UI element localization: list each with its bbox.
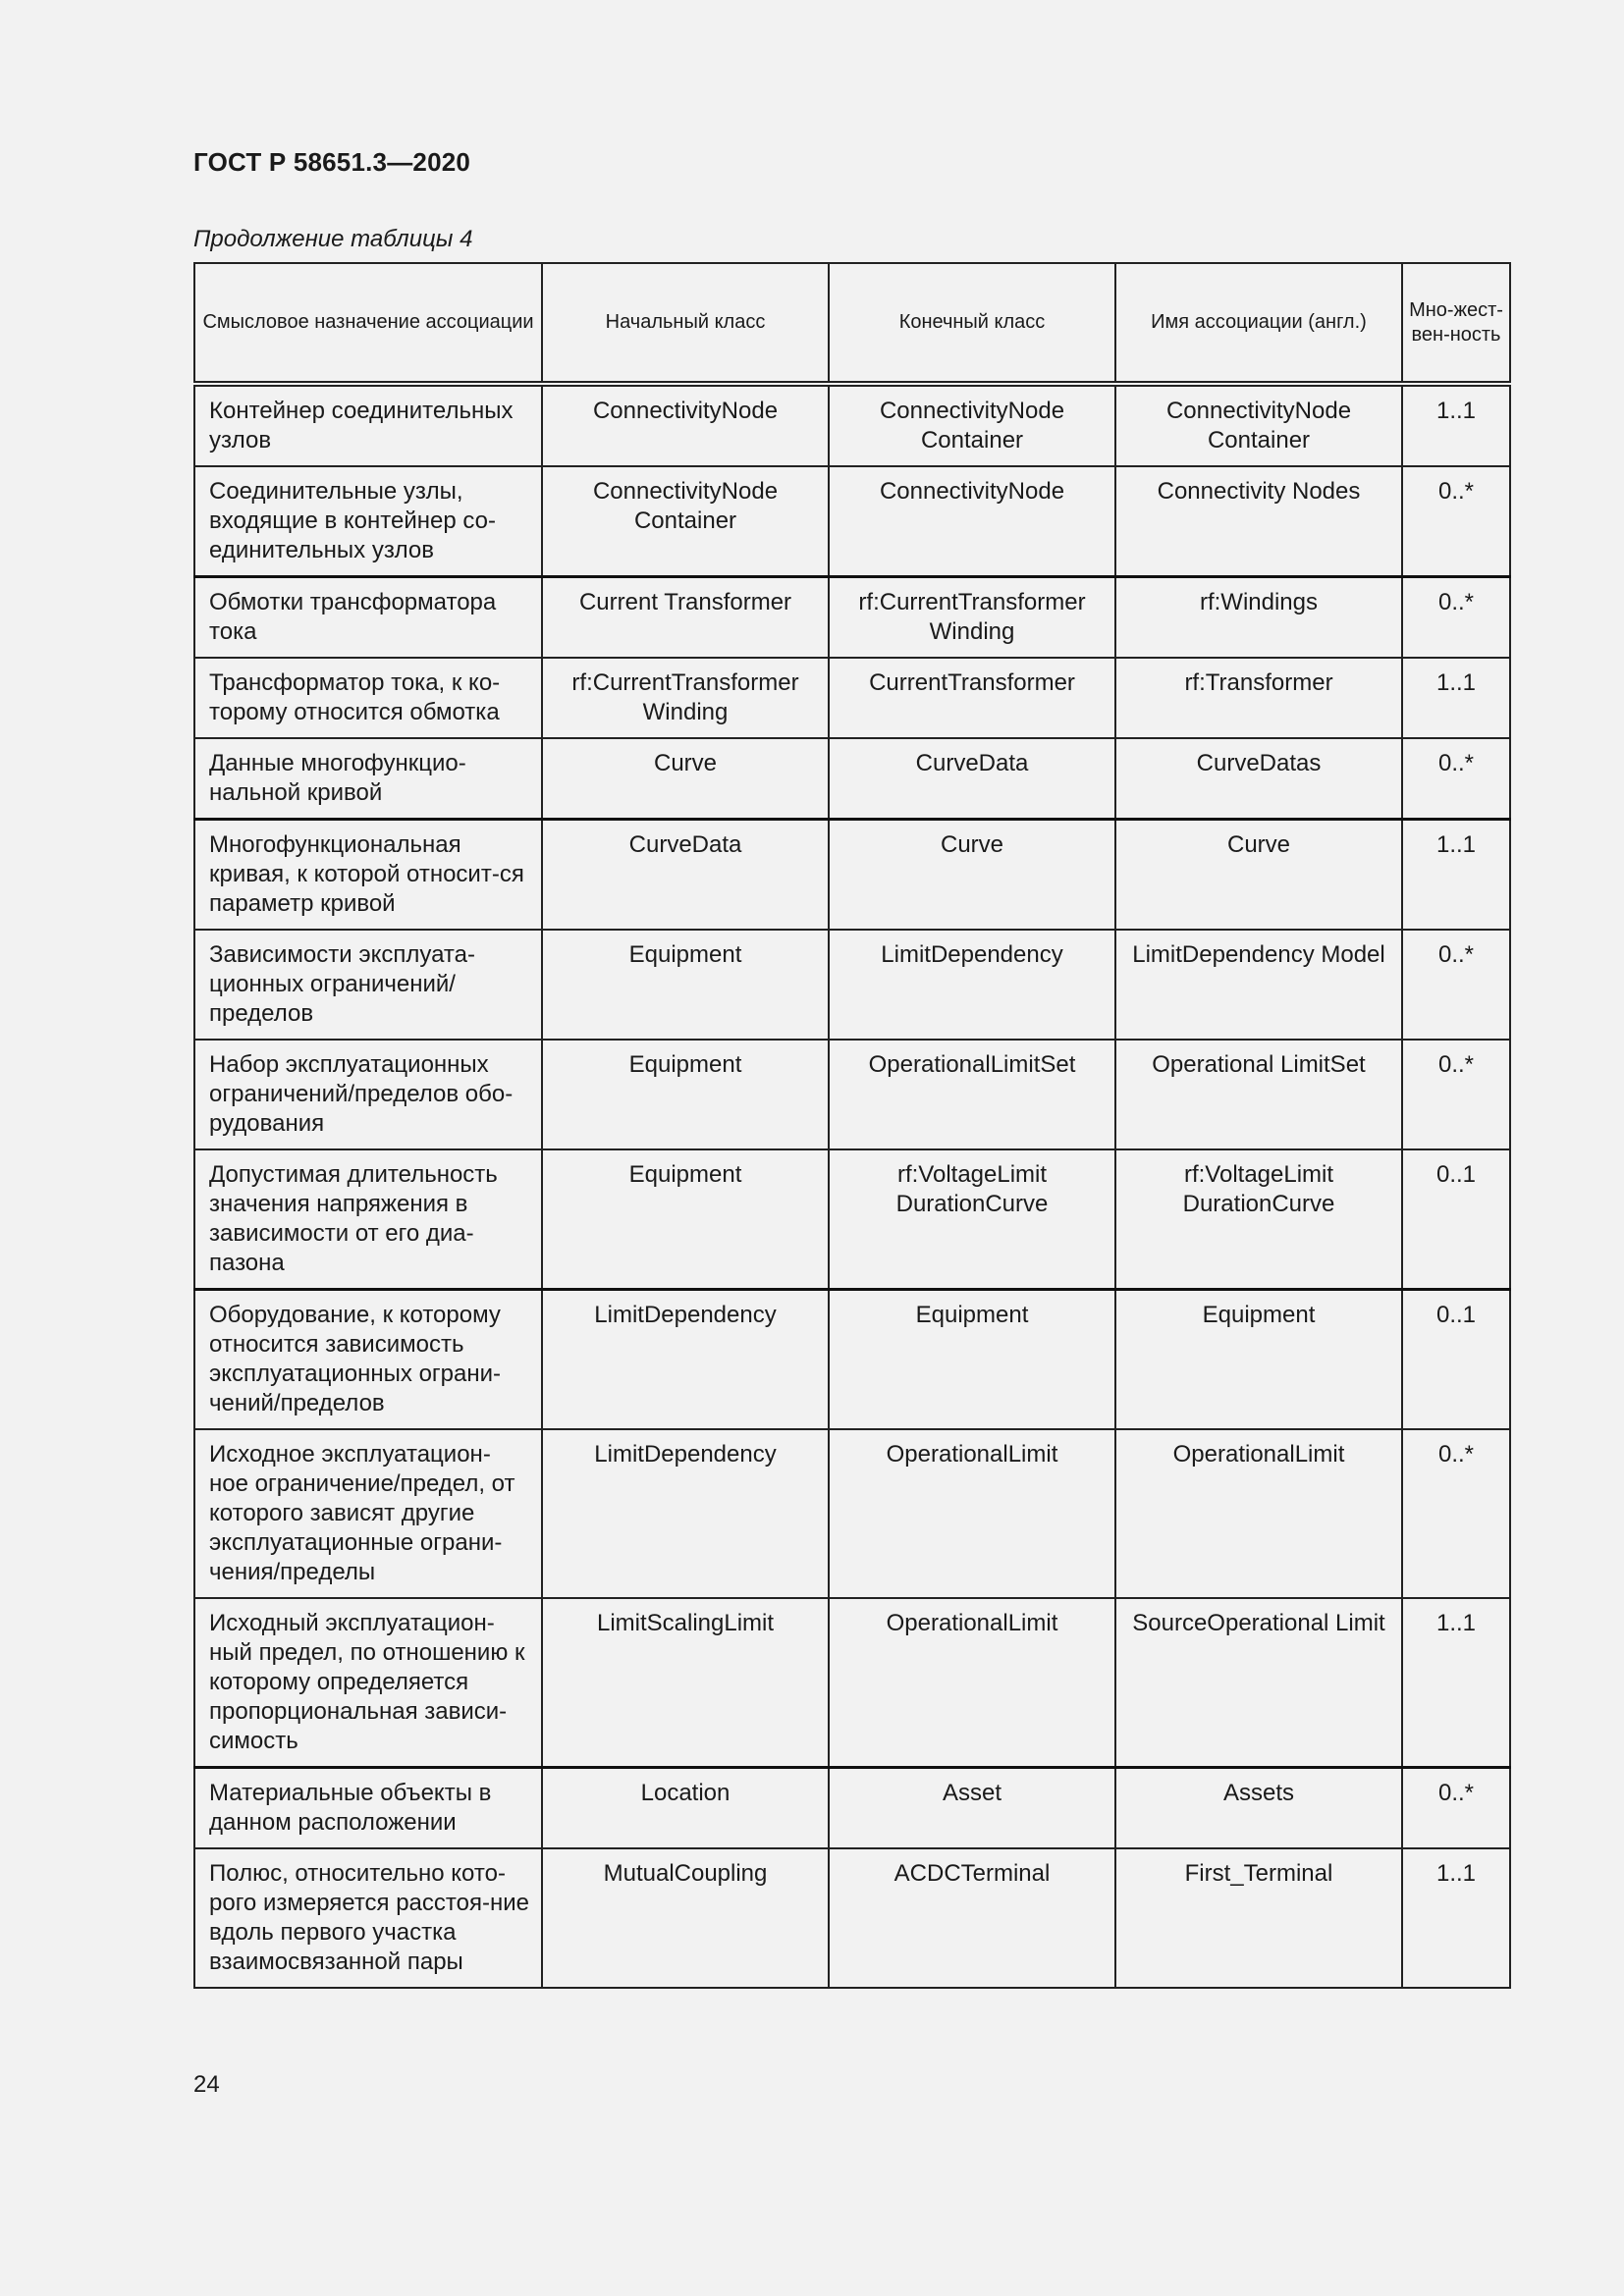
table-body bbox=[194, 384, 1510, 1988]
cell-start-class: Equipment bbox=[542, 1040, 829, 1149]
cell-association-name: CurveDatas bbox=[1115, 738, 1402, 820]
cell-end-class: CurveData bbox=[829, 738, 1115, 820]
cell-end-class: Equipment bbox=[829, 1290, 1115, 1430]
cell-end-class: rf:VoltageLimit DurationCurve bbox=[829, 1149, 1115, 1290]
cell-purpose: Исходный эксплуатацион-ный предел, по отношению к которому определяется пропорциональная зависи-симость bbox=[194, 1598, 542, 1768]
column-header-association-name: Имя ассоциации (англ.) bbox=[1115, 263, 1402, 384]
association-table bbox=[193, 262, 1511, 1989]
cell-start-class: ConnectivityNode bbox=[542, 384, 829, 466]
cell-end-class: CurrentTransformer bbox=[829, 658, 1115, 738]
cell-multiplicity: 1..1 bbox=[1402, 1598, 1510, 1768]
table-row bbox=[194, 466, 1510, 577]
cell-multiplicity: 1..1 bbox=[1402, 1848, 1510, 1988]
cell-start-class: Current Transformer bbox=[542, 577, 829, 659]
cell-end-class: ACDCTerminal bbox=[829, 1848, 1115, 1988]
table-row bbox=[194, 1598, 1510, 1768]
cell-association-name: OperationalLimit bbox=[1115, 1429, 1402, 1598]
cell-start-class: LimitDependency bbox=[542, 1290, 829, 1430]
table-row bbox=[194, 658, 1510, 738]
cell-purpose: Зависимости эксплуата-ционных ограничений/ пределов bbox=[194, 930, 542, 1040]
table-row bbox=[194, 1768, 1510, 1849]
cell-multiplicity: 0..* bbox=[1402, 930, 1510, 1040]
cell-multiplicity: 0..* bbox=[1402, 577, 1510, 659]
table-caption: Продолжение таблицы 4 bbox=[193, 226, 473, 252]
cell-purpose: Материальные объекты в данном расположении bbox=[194, 1768, 542, 1849]
cell-end-class: ConnectivityNode Container bbox=[829, 384, 1115, 466]
cell-association-name: LimitDependency Model bbox=[1115, 930, 1402, 1040]
cell-start-class: MutualCoupling bbox=[542, 1848, 829, 1988]
cell-association-name: Connectivity Nodes bbox=[1115, 466, 1402, 577]
cell-purpose: Соединительные узлы, входящие в контейнер со-единительных узлов bbox=[194, 466, 542, 577]
cell-start-class: Equipment bbox=[542, 1149, 829, 1290]
cell-association-name: rf:VoltageLimit DurationCurve bbox=[1115, 1149, 1402, 1290]
cell-multiplicity: 1..1 bbox=[1402, 384, 1510, 466]
cell-association-name: First_Terminal bbox=[1115, 1848, 1402, 1988]
cell-association-name: rf:Transformer bbox=[1115, 658, 1402, 738]
table-row bbox=[194, 1429, 1510, 1598]
cell-multiplicity: 0..* bbox=[1402, 466, 1510, 577]
table-row bbox=[194, 820, 1510, 931]
cell-end-class: OperationalLimit bbox=[829, 1429, 1115, 1598]
table-row bbox=[194, 738, 1510, 820]
cell-multiplicity: 0..1 bbox=[1402, 1290, 1510, 1430]
cell-purpose: Допустимая длительность значения напряжения в зависимости от его диа-пазона bbox=[194, 1149, 542, 1290]
cell-end-class: Asset bbox=[829, 1768, 1115, 1849]
cell-start-class: rf:CurrentTransformer Winding bbox=[542, 658, 829, 738]
cell-multiplicity: 1..1 bbox=[1402, 658, 1510, 738]
cell-end-class: OperationalLimitSet bbox=[829, 1040, 1115, 1149]
table-row bbox=[194, 1040, 1510, 1149]
table-row bbox=[194, 930, 1510, 1040]
cell-start-class: Curve bbox=[542, 738, 829, 820]
cell-end-class: OperationalLimit bbox=[829, 1598, 1115, 1768]
cell-multiplicity: 1..1 bbox=[1402, 820, 1510, 931]
cell-end-class: rf:CurrentTransformer Winding bbox=[829, 577, 1115, 659]
table-row bbox=[194, 577, 1510, 659]
cell-association-name: rf:Windings bbox=[1115, 577, 1402, 659]
cell-start-class: ConnectivityNode Container bbox=[542, 466, 829, 577]
column-header-multiplicity: Мно-жест-вен-ность bbox=[1402, 263, 1510, 384]
cell-association-name: Operational LimitSet bbox=[1115, 1040, 1402, 1149]
cell-start-class: LimitScalingLimit bbox=[542, 1598, 829, 1768]
cell-end-class: Curve bbox=[829, 820, 1115, 931]
cell-association-name: ConnectivityNode Container bbox=[1115, 384, 1402, 466]
cell-purpose: Полюс, относительно кото-рого измеряется расстоя-ние вдоль первого участка взаимосвязанной пары bbox=[194, 1848, 542, 1988]
table-row bbox=[194, 1149, 1510, 1290]
cell-association-name: Assets bbox=[1115, 1768, 1402, 1849]
cell-multiplicity: 0..1 bbox=[1402, 1149, 1510, 1290]
table-row bbox=[194, 384, 1510, 466]
table-header-row bbox=[194, 263, 1510, 384]
cell-association-name: Curve bbox=[1115, 820, 1402, 931]
cell-start-class: Location bbox=[542, 1768, 829, 1849]
table-row bbox=[194, 1848, 1510, 1988]
cell-multiplicity: 0..* bbox=[1402, 1040, 1510, 1149]
cell-purpose: Исходное эксплуатацион-ное ограничение/предел, от которого зависят другие эксплуатационные ограни-чения/пределы bbox=[194, 1429, 542, 1598]
document-title: ГОСТ Р 58651.3—2020 bbox=[193, 147, 471, 177]
cell-multiplicity: 0..* bbox=[1402, 1429, 1510, 1598]
cell-purpose: Контейнер соединительных узлов bbox=[194, 384, 542, 466]
cell-purpose: Обмотки трансформатора тока bbox=[194, 577, 542, 659]
cell-purpose: Оборудование, к которому относится зависимость эксплуатационных ограни-чений/пределов bbox=[194, 1290, 542, 1430]
cell-start-class: CurveData bbox=[542, 820, 829, 931]
table-row bbox=[194, 1290, 1510, 1430]
cell-purpose: Данные многофункцио-нальной кривой bbox=[194, 738, 542, 820]
cell-association-name: Equipment bbox=[1115, 1290, 1402, 1430]
cell-association-name: SourceOperational Limit bbox=[1115, 1598, 1402, 1768]
cell-end-class: LimitDependency bbox=[829, 930, 1115, 1040]
cell-start-class: Equipment bbox=[542, 930, 829, 1040]
cell-multiplicity: 0..* bbox=[1402, 1768, 1510, 1849]
column-header-start-class: Начальный класс bbox=[542, 263, 829, 384]
cell-purpose: Трансформатор тока, к ко-торому относится обмотка bbox=[194, 658, 542, 738]
cell-purpose: Многофункциональная кривая, к которой относит-ся параметр кривой bbox=[194, 820, 542, 931]
column-header-purpose: Смысловое назначение ассоциации bbox=[194, 263, 542, 384]
page-number: 24 bbox=[193, 2071, 220, 2098]
cell-start-class: LimitDependency bbox=[542, 1429, 829, 1598]
cell-multiplicity: 0..* bbox=[1402, 738, 1510, 820]
cell-end-class: ConnectivityNode bbox=[829, 466, 1115, 577]
column-header-end-class: Конечный класс bbox=[829, 263, 1115, 384]
cell-purpose: Набор эксплуатационных ограничений/пределов обо-рудования bbox=[194, 1040, 542, 1149]
